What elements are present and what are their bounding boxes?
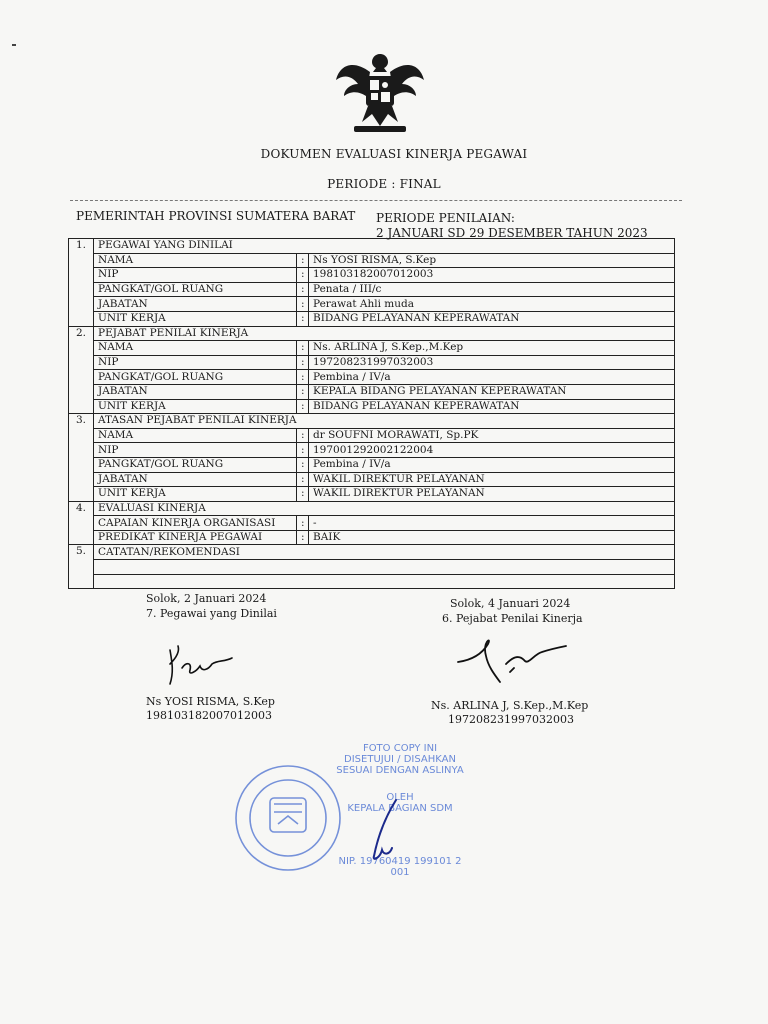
table-row xyxy=(69,530,675,545)
field-label: JABATAN xyxy=(94,297,297,312)
field-value: Ns. ARLINA J, S.Kep.,M.Kep xyxy=(309,341,675,356)
colon: : xyxy=(297,341,309,356)
right-signature-icon xyxy=(452,632,572,692)
field-value: Ns YOSI RISMA, S.Kep xyxy=(309,253,675,268)
colon: : xyxy=(297,384,309,399)
colon: : xyxy=(297,282,309,297)
section-header xyxy=(69,326,675,341)
colon: : xyxy=(297,487,309,502)
field-label: UNIT KERJA xyxy=(94,399,297,414)
stamp-line: FOTO COPY INI xyxy=(362,743,438,754)
field-value: 197208231997032003 xyxy=(309,355,675,370)
left-signer-nip: 198103182007012003 xyxy=(146,709,272,722)
stamp-line: KEPALA BAGIAN SDM xyxy=(347,803,453,814)
garuda-emblem-icon xyxy=(332,50,428,136)
right-signature-role: 6. Pejabat Penilai Kinerja xyxy=(442,612,583,625)
notes-row xyxy=(69,574,675,589)
colon: : xyxy=(297,457,309,472)
left-signature-role: 7. Pegawai yang Dinilai xyxy=(146,607,277,620)
table-row xyxy=(69,516,675,531)
field-value: Perawat Ahli muda xyxy=(309,297,675,312)
notes-cell xyxy=(94,560,675,575)
section-header xyxy=(69,501,675,516)
field-value: BIDANG PELAYANAN KEPERAWATAN xyxy=(309,311,675,326)
stamp-line: SESUAI DENGAN ASLINYA xyxy=(336,765,464,776)
right-signer-nip: 197208231997032003 xyxy=(448,713,574,726)
stamp-line: OLEH xyxy=(386,792,414,803)
evaluation-table xyxy=(68,238,675,589)
document-title: DOKUMEN EVALUASI KINERJA PEGAWAI xyxy=(260,147,528,161)
section-title: ATASAN PEJABAT PENILAI KINERJA xyxy=(94,414,675,429)
field-label: PANGKAT/GOL RUANG xyxy=(94,457,297,472)
table-row xyxy=(69,428,675,443)
table-row xyxy=(69,443,675,458)
section-number: 3. xyxy=(69,414,94,502)
field-label: NIP xyxy=(94,355,297,370)
field-value: 198103182007012003 xyxy=(309,268,675,283)
field-value: WAKIL DIREKTUR PELAYANAN xyxy=(309,487,675,502)
field-label: PREDIKAT KINERJA PEGAWAI xyxy=(94,530,297,545)
table-row xyxy=(69,341,675,356)
table-row xyxy=(69,487,675,502)
periode-label: PERIODE : FINAL xyxy=(327,177,441,191)
stamp-line: DISETUJUI / DISAHKAN xyxy=(344,754,456,765)
colon: : xyxy=(297,268,309,283)
table-row xyxy=(69,472,675,487)
table-row xyxy=(69,268,675,283)
table-row xyxy=(69,384,675,399)
colon: : xyxy=(297,516,309,531)
field-value: Pembina / IV/a xyxy=(309,370,675,385)
section-title: PEGAWAI YANG DINILAI xyxy=(94,239,675,254)
field-value: WAKIL DIREKTUR PELAYANAN xyxy=(309,472,675,487)
right-signer-name: Ns. ARLINA J, S.Kep.,M.Kep xyxy=(431,699,589,712)
section-header xyxy=(69,414,675,429)
assessment-period-label: PERIODE PENILAIAN: xyxy=(376,211,515,225)
field-label: NIP xyxy=(94,443,297,458)
field-label: NAMA xyxy=(94,341,297,356)
colon: : xyxy=(297,530,309,545)
field-value: Penata / III/c xyxy=(309,282,675,297)
field-label: NIP xyxy=(94,268,297,283)
stamp-nip: NIP. 19760419 199101 2 001 xyxy=(338,856,462,878)
colon: : xyxy=(297,297,309,312)
section-title: CATATAN/REKOMENDASI xyxy=(94,545,675,560)
field-label: NAMA xyxy=(94,253,297,268)
colon: : xyxy=(297,472,309,487)
colon: : xyxy=(297,370,309,385)
colon: : xyxy=(297,443,309,458)
left-signature-icon xyxy=(160,642,240,688)
table-row xyxy=(69,355,675,370)
field-label: JABATAN xyxy=(94,472,297,487)
notes-cell xyxy=(94,574,675,589)
field-label: JABATAN xyxy=(94,384,297,399)
section-header xyxy=(69,545,675,560)
section-number: 1. xyxy=(69,239,94,327)
table-row xyxy=(69,370,675,385)
field-label: UNIT KERJA xyxy=(94,311,297,326)
field-value: 197001292002122004 xyxy=(309,443,675,458)
section-title: EVALUASI KINERJA xyxy=(94,501,675,516)
scan-speck xyxy=(12,44,16,46)
section-title: PEJABAT PENILAI KINERJA xyxy=(94,326,675,341)
field-label: PANGKAT/GOL RUANG xyxy=(94,370,297,385)
colon: : xyxy=(297,355,309,370)
left-signer-name: Ns YOSI RISMA, S.Kep xyxy=(146,695,275,708)
table-row xyxy=(69,297,675,312)
field-label: CAPAIAN KINERJA ORGANISASI xyxy=(94,516,297,531)
colon: : xyxy=(297,399,309,414)
section-number: 2. xyxy=(69,326,94,414)
colon: : xyxy=(297,428,309,443)
notes-row xyxy=(69,560,675,575)
field-label: NAMA xyxy=(94,428,297,443)
table-row xyxy=(69,399,675,414)
table-row xyxy=(69,253,675,268)
field-value: BIDANG PELAYANAN KEPERAWATAN xyxy=(309,399,675,414)
government-name: PEMERINTAH PROVINSI SUMATERA BARAT xyxy=(76,209,356,223)
colon: : xyxy=(297,311,309,326)
left-signature-date: Solok, 2 Januari 2024 xyxy=(146,592,267,605)
section-number: 5. xyxy=(69,545,94,589)
field-value: dr SOUFNI MORAWATI, Sp.PK xyxy=(309,428,675,443)
table-row xyxy=(69,311,675,326)
field-value: - xyxy=(309,516,675,531)
divider xyxy=(70,200,682,201)
field-label: PANGKAT/GOL RUANG xyxy=(94,282,297,297)
colon: : xyxy=(297,253,309,268)
field-value: Pembina / IV/a xyxy=(309,457,675,472)
section-header xyxy=(69,239,675,254)
right-signature-date: Solok, 4 Januari 2024 xyxy=(450,597,571,610)
assessment-period-dates: 2 JANUARI SD 29 DESEMBER TAHUN 2023 xyxy=(376,226,648,240)
table-row xyxy=(69,457,675,472)
table-row xyxy=(69,282,675,297)
section-number: 4. xyxy=(69,501,94,545)
field-value: KEPALA BIDANG PELAYANAN KEPERAWATAN xyxy=(309,384,675,399)
field-label: UNIT KERJA xyxy=(94,487,297,502)
field-value: BAIK xyxy=(309,530,675,545)
stamp-signature-icon xyxy=(356,796,416,866)
